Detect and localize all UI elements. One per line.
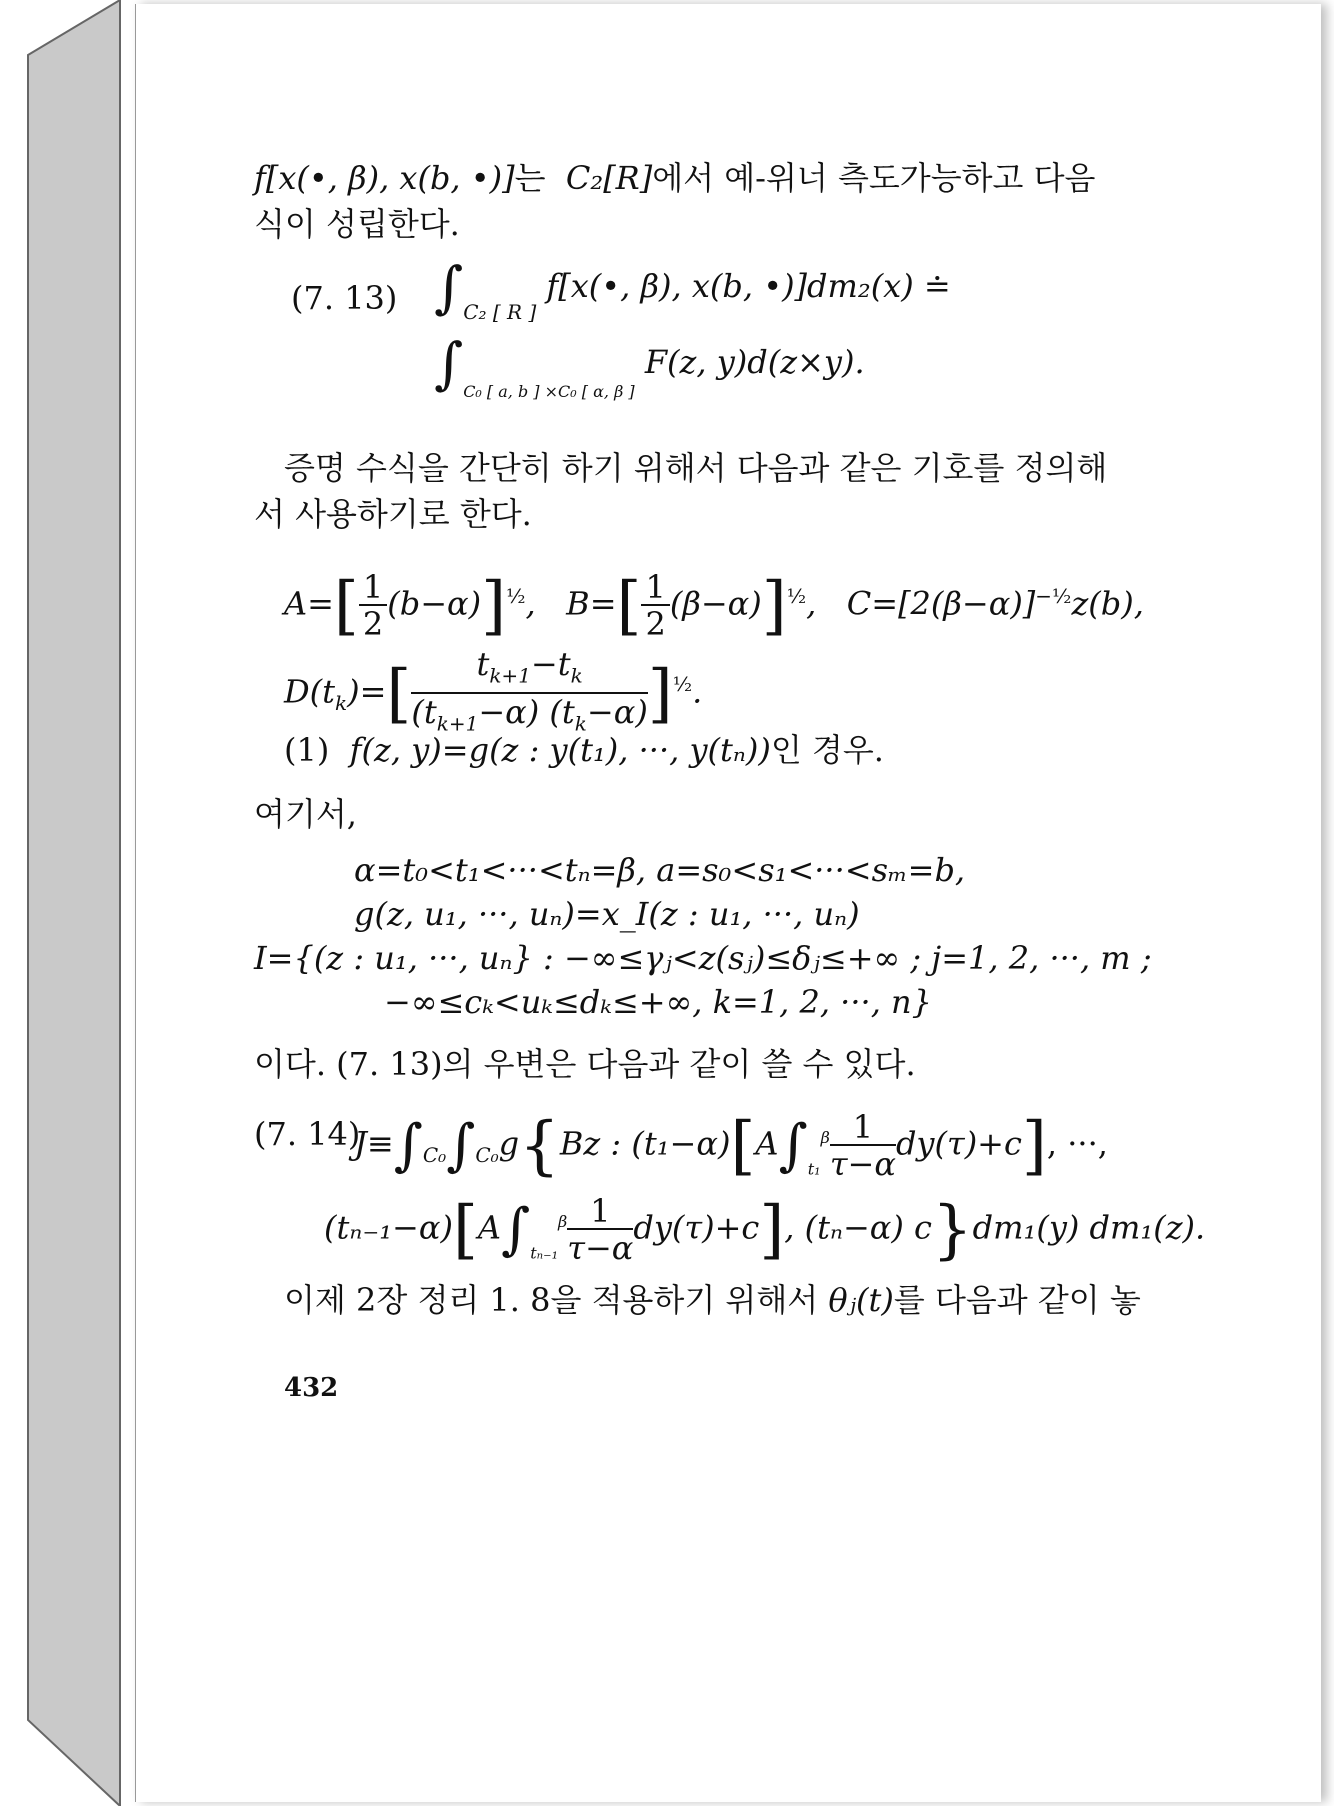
eq714-line1: $J\equiv\int_{C_0}\int_{C_0}g\{Bz$ : $(t_1-\alpha)[A\int_{t_1}^\beta$ $\frac{1}{\tau-\alpha}$ dy(τ)+c], ···, xyxy=(354,1108,1108,1184)
integral-sign: ∫ xyxy=(434,331,464,397)
para1-space: C₂[R] xyxy=(565,159,653,197)
eq713-line1 xyxy=(434,255,951,332)
eq713-label: (7. 13) xyxy=(291,279,398,317)
def-C-exp: −½ xyxy=(1035,584,1072,608)
case1-label: (1) xyxy=(284,731,330,769)
case1 xyxy=(284,730,884,770)
eq713-sub1: C₂ [ R ] xyxy=(463,300,537,324)
case1-text: 인 경우. xyxy=(770,731,884,769)
eq713-line2 xyxy=(434,331,865,412)
where-text: 여기서, xyxy=(254,795,357,833)
para1-text2: 에서 예-위너 측도가능하고 다음 xyxy=(652,159,1096,197)
eq713-body2: F(z, y)d(z×y). xyxy=(644,343,865,381)
def-C-tail: z(b), xyxy=(1071,584,1144,623)
def-B: B= xyxy=(566,584,617,623)
book-page xyxy=(135,4,1321,1802)
eq713-sub2: C₀ [ a, b ] ×C₀ [ α, β ] xyxy=(463,382,635,401)
last-line: 이제 2장 정리 1. 8을 적용하기 위해서 θⱼ(t)를 다음과 같이 놓 xyxy=(284,1281,1141,1319)
defs-abc: A=[ $\frac{1}{2}$ (b−α)]$^{\frac{1}{2}}$, B=[ $\frac{1}{2}$ (β−α)]$^{\frac{1}{2}}$, $C=[2(\beta-\alpha)]^{-\frac{1}{2}}z(b)$, xyxy=(284,568,1144,644)
para1-line2: 식이 성립한다. xyxy=(254,205,460,243)
def-A: A= xyxy=(284,584,334,623)
rhs-text: 이다. (7. 13)의 우변은 다음과 같이 쓸 수 있다. xyxy=(254,1045,916,1083)
cond2: g(z, u₁, ···, uₙ)=x_I(z : u₁, ···, uₙ) xyxy=(354,895,860,933)
cond4: −∞≤cₖ<uₖ≤dₖ≤+∞, k=1, 2, ···, n} xyxy=(384,983,932,1021)
case1-math: f(z, y)=g(z : y(t₁), ···, y(tₙ)) xyxy=(349,731,771,769)
para1-line1 xyxy=(254,158,1095,198)
eq713-body1: f[x(•, β), x(b, •)]dm₂(x) xyxy=(546,267,914,305)
book-spine xyxy=(0,0,140,1806)
eq714-label: (7. 14) xyxy=(254,1115,361,1153)
para1-math: f[x(•, β), x(b, •)] xyxy=(254,159,515,197)
eq713-relation: ≐ xyxy=(923,267,951,305)
proof-line1: 증명 수식을 간단히 하기 위해서 다음과 같은 기호를 정의해 xyxy=(284,449,1108,487)
proof-line2: 서 사용하기로 한다. xyxy=(254,495,532,533)
cond3: I={(z : u₁, ···, uₙ} : −∞≤γⱼ<z(sⱼ)≤δⱼ≤+∞ ; j=1, 2, ···, m ; xyxy=(254,939,1152,977)
para1-text1: 는 xyxy=(514,159,546,197)
eq714-line2: $(t_{n-1}-\alpha)[A\int_{t_{n-1}}^\beta$ $\frac{1}{\tau-\alpha}$ dy(τ)+c], (tₙ−α) c}dm₁(y) dm₁(z). xyxy=(324,1192,1206,1268)
def-D: $D(t_k)=$[ $\frac{t_{k+1}-t_k}{(t_{k+1}-\alpha) (t_k-\alpha)}$ ]$^{\frac{1}{2}}$. xyxy=(284,644,703,736)
page-number: 432 xyxy=(284,1373,339,1403)
def-C: C=[2(β−α)] xyxy=(846,584,1036,623)
integral-sign: ∫ xyxy=(434,255,464,321)
cond1: α=t₀<t₁<···<tₙ=β, a=s₀<s₁<···<sₘ=b, xyxy=(354,851,966,889)
